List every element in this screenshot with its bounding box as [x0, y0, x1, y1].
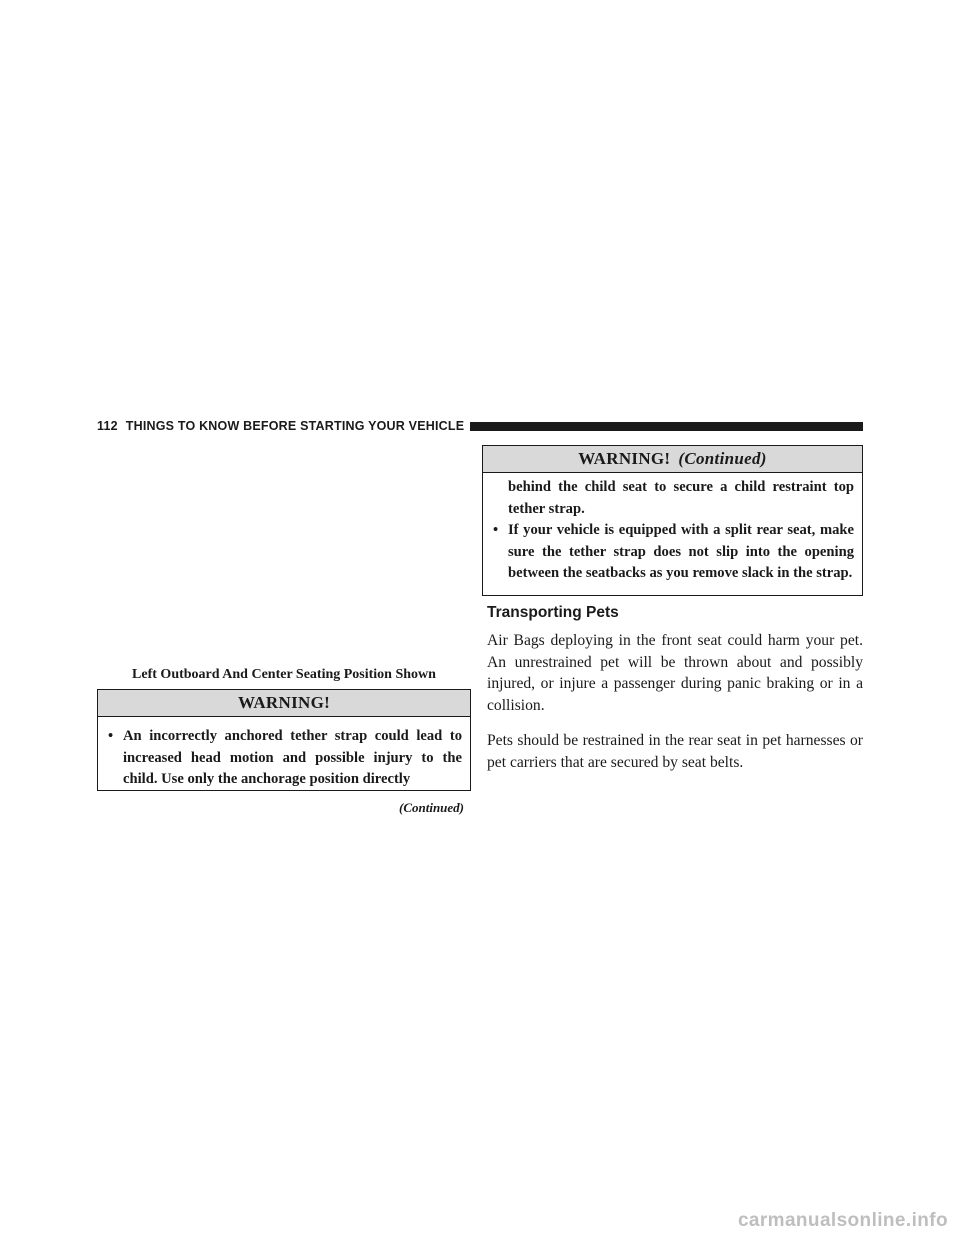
warning-body	[483, 473, 862, 589]
body-paragraph: Pets should be restrained in the rear seat in pet harnesses or pet carriers that are secured by seat belts.	[487, 732, 863, 771]
warning-title-text: WARNING!	[578, 449, 671, 468]
bullet-icon: •	[493, 522, 499, 539]
page-number: 112	[97, 419, 118, 433]
section-heading: Transporting Pets	[487, 604, 619, 621]
warning-item-text: If your vehicle is equipped with a split rear seat, make sure the tether strap does not slip into the opening between the seatbacks as you remove slack in the strap.	[508, 522, 854, 582]
figure-caption: Left Outboard And Center Seating Position Shown	[132, 667, 436, 682]
warning-title	[98, 690, 470, 717]
warning-title-text: WARNING!	[237, 693, 331, 712]
warning-box	[97, 689, 471, 791]
body-paragraph: Air Bags deploying in the front seat could harm your pet. An unrestrained pet will be thrown about and possibly injured, or injure a passenger during panic braking or in a collision.	[487, 632, 863, 715]
warning-title-continued: (Continued)	[678, 449, 767, 468]
warning-box-continued	[482, 445, 863, 596]
warning-item-text: An incorrectly anchored tether strap could lead to increased head motion and possible injury to the child. Use only the anchorage position directly	[123, 728, 462, 788]
warning-bullet-item	[108, 726, 462, 791]
header-rule	[470, 422, 863, 431]
watermark-text: carmanualsonline.info	[737, 1210, 948, 1231]
warning-bullet-item	[493, 520, 854, 585]
page-header	[97, 415, 863, 437]
warning-title	[483, 446, 862, 473]
continued-note: (Continued)	[398, 800, 464, 815]
warning-body	[98, 717, 470, 795]
warning-continuation-text: behind the child seat to secure a child restraint top tether strap.	[508, 479, 854, 517]
bullet-icon: •	[108, 728, 114, 744]
running-section-title: THINGS TO KNOW BEFORE STARTING YOUR VEHICLE	[125, 419, 465, 433]
